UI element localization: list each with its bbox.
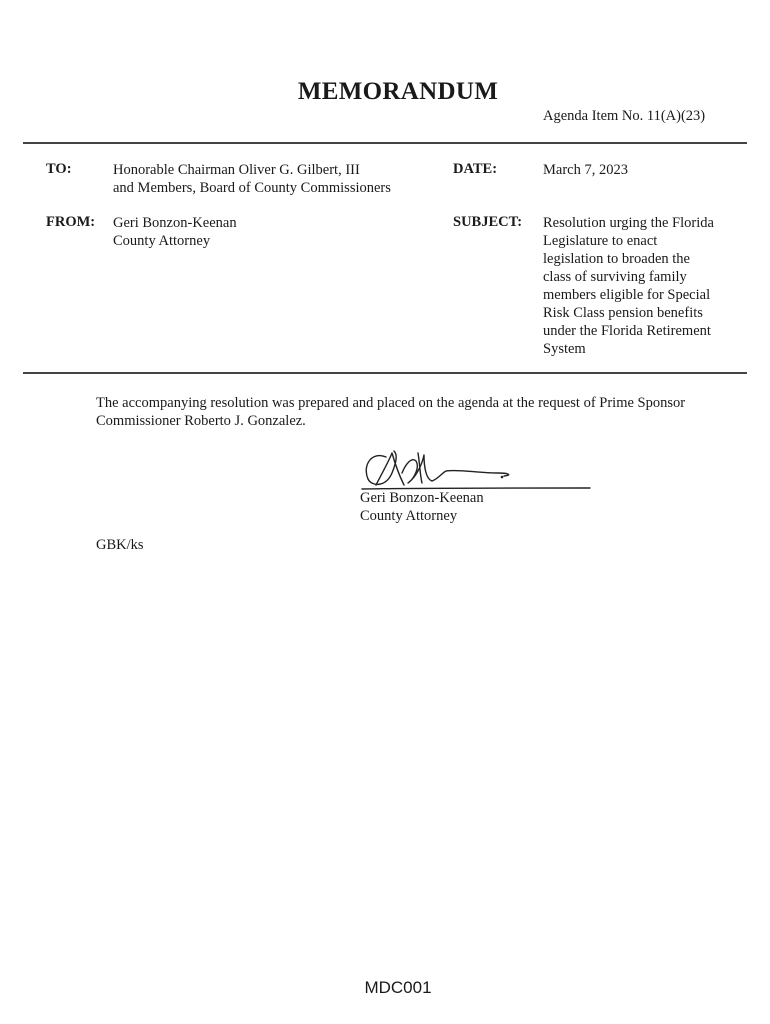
to-value xyxy=(113,161,391,197)
bottom-divider xyxy=(23,372,747,374)
subject-line: class of surviving family xyxy=(543,269,687,285)
to-line: and Members, Board of County Commissioners xyxy=(113,180,391,196)
memo-body xyxy=(96,394,685,430)
handwritten-signature xyxy=(358,443,594,493)
to-line: Honorable Chairman Oliver G. Gilbert, III xyxy=(113,162,360,178)
subject-line: Resolution urging the Florida xyxy=(543,215,714,231)
body-line: Commissioner Roberto J. Gonzalez. xyxy=(96,413,306,429)
subject-value xyxy=(543,214,714,358)
top-divider xyxy=(23,142,747,144)
from-value xyxy=(113,214,237,250)
body-line: The accompanying resolution was prepared and placed on the agenda at the request of Prime Sponsor xyxy=(96,395,686,411)
from-label: FROM: xyxy=(46,214,96,230)
subject-line: System xyxy=(543,341,586,357)
subject-line: Legislature to enact xyxy=(543,233,658,249)
subject-label: SUBJECT: xyxy=(453,214,523,230)
to-label: TO: xyxy=(46,161,72,177)
subject-line: under the Florida Retirement xyxy=(543,323,711,339)
subject-line: Risk Class pension benefits xyxy=(543,305,703,321)
from-line: Geri Bonzon-Keenan xyxy=(113,215,237,231)
subject-line: members eligible for Special xyxy=(543,287,711,303)
date-label: DATE: xyxy=(453,161,498,177)
typist-initials: GBK/ks xyxy=(96,537,144,553)
page-footer-code: MDC001 xyxy=(364,978,432,997)
date-value: March 7, 2023 xyxy=(543,162,628,178)
signer-name: Geri Bonzon-Keenan xyxy=(360,490,484,506)
from-line: County Attorney xyxy=(113,233,211,249)
subject-line: legislation to broaden the xyxy=(543,251,690,267)
memo-title: MEMORANDUM xyxy=(297,78,499,105)
signer-title: County Attorney xyxy=(360,508,458,524)
agenda-item-number: Agenda Item No. 11(A)(23) xyxy=(543,108,706,124)
signature-block xyxy=(360,489,484,525)
